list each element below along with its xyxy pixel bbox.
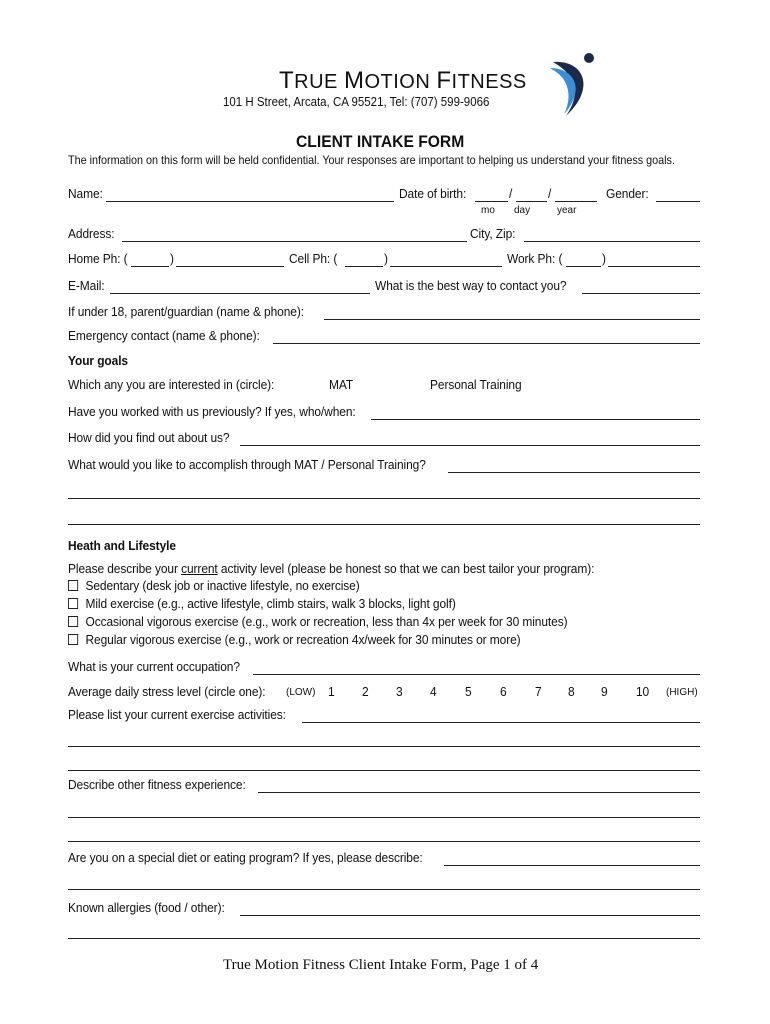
name-label: Name: xyxy=(68,186,103,201)
work-phone-label: Work Ph: ( xyxy=(507,251,563,266)
paren-close: ) xyxy=(602,251,606,266)
accomplish-field[interactable] xyxy=(448,472,700,473)
diet-field[interactable] xyxy=(444,865,700,866)
find-us-field[interactable] xyxy=(240,445,700,446)
stress-value-1[interactable]: 1 xyxy=(328,684,335,699)
email-field[interactable] xyxy=(110,293,370,294)
cell-phone-field[interactable] xyxy=(390,266,502,267)
checkbox[interactable] xyxy=(68,580,78,591)
dob-hint-mo: mo xyxy=(481,205,495,216)
exercise-field[interactable] xyxy=(302,722,700,723)
exercise-field-line-3[interactable] xyxy=(68,770,700,771)
stress-value-2[interactable]: 2 xyxy=(362,684,369,699)
checkbox[interactable] xyxy=(68,598,78,609)
cell-phone-label: Cell Ph: ( xyxy=(289,251,338,266)
address-field[interactable] xyxy=(122,241,467,242)
brand-name: TRUE MOTION FITNESS xyxy=(279,67,527,94)
address-label: Address: xyxy=(68,226,115,241)
city-zip-field[interactable] xyxy=(524,241,700,242)
gender-field[interactable] xyxy=(656,201,700,202)
dob-label: Date of birth: xyxy=(399,186,467,201)
occupation-label: What is your current occupation? xyxy=(68,659,240,674)
guardian-label: If under 18, parent/guardian (name & phone): xyxy=(68,304,304,319)
paren-close: ) xyxy=(170,251,174,266)
checkbox[interactable] xyxy=(68,616,78,627)
stress-value-10[interactable]: 10 xyxy=(636,684,650,699)
worked-before-label: Have you worked with us previously? If yes, who/when: xyxy=(68,404,356,419)
stress-value-3[interactable]: 3 xyxy=(396,684,403,699)
stress-value-6[interactable]: 6 xyxy=(500,684,507,699)
fitness-experience-label: Describe other fitness experience: xyxy=(68,777,246,792)
allergies-field-line-2[interactable] xyxy=(68,938,700,939)
logo-icon xyxy=(548,50,600,120)
exercise-field-line-2[interactable] xyxy=(68,746,700,747)
option-personal-training[interactable]: Personal Training xyxy=(430,377,522,392)
contact-method-field[interactable] xyxy=(582,293,700,294)
email-label: E-Mail: xyxy=(68,278,105,293)
city-zip-label: City, Zip: xyxy=(470,226,516,241)
contact-method-label: What is the best way to contact you? xyxy=(375,278,567,293)
work-area-field[interactable] xyxy=(566,266,601,267)
goals-heading: Your goals xyxy=(68,353,129,368)
paren-close: ) xyxy=(384,251,388,266)
guardian-field[interactable] xyxy=(324,319,700,320)
stress-value-5[interactable]: 5 xyxy=(465,684,472,699)
stress-value-4[interactable]: 4 xyxy=(430,684,437,699)
occupation-field[interactable] xyxy=(253,674,700,675)
home-area-field[interactable] xyxy=(131,266,169,267)
diet-label: Are you on a special diet or eating program? If yes, please describe: xyxy=(68,850,423,865)
dob-year-field[interactable] xyxy=(555,201,597,202)
allergies-label: Known allergies (food / other): xyxy=(68,900,225,915)
allergies-field[interactable] xyxy=(240,915,700,916)
name-field[interactable] xyxy=(106,201,394,202)
checkbox[interactable] xyxy=(68,634,78,645)
work-phone-field[interactable] xyxy=(608,266,700,267)
dob-hint-year: year xyxy=(557,205,577,216)
option-mat[interactable]: MAT xyxy=(329,377,354,392)
interest-label: Which any you are interested in (circle): xyxy=(68,377,275,392)
stress-value-9[interactable]: 9 xyxy=(601,684,608,699)
fitness-experience-field-line-2[interactable] xyxy=(68,817,700,818)
activity-level-prompt: Please describe your current activity level (please be honest so that we can best tailor your program): xyxy=(68,561,595,576)
page-footer: True Motion Fitness Client Intake Form, Page 1 of 4 xyxy=(223,957,539,973)
accomplish-label: What would you like to accomplish through MAT / Personal Training? xyxy=(68,457,426,472)
activity-option[interactable]: Regular vigorous exercise (e.g., work or recreation 4x/week for 30 minutes or more) xyxy=(68,632,521,647)
stress-value-8[interactable]: 8 xyxy=(568,684,575,699)
health-heading: Heath and Lifestyle xyxy=(68,538,176,553)
worked-before-field[interactable] xyxy=(371,419,700,420)
confidential-note: The information on this form will be held confidential. Your responses are important to helping us understand your fitness goals. xyxy=(68,153,675,167)
fitness-experience-field[interactable] xyxy=(258,792,700,793)
diet-field-line-2[interactable] xyxy=(68,889,700,890)
emergency-label: Emergency contact (name & phone): xyxy=(68,328,260,343)
stress-high-label: (HIGH) xyxy=(666,687,698,698)
dob-hint-day: day xyxy=(514,205,531,216)
accomplish-field-line-2[interactable] xyxy=(68,498,700,499)
stress-label: Average daily stress level (circle one): xyxy=(68,684,266,699)
accomplish-field-line-3[interactable] xyxy=(68,524,700,525)
dob-separator: / xyxy=(548,186,552,201)
home-phone-label: Home Ph: ( xyxy=(68,251,128,266)
stress-low-label: (LOW) xyxy=(286,687,316,698)
gender-label: Gender: xyxy=(606,186,649,201)
activity-option[interactable]: Mild exercise (e.g., active lifestyle, climb stairs, walk 3 blocks, light golf) xyxy=(68,596,456,611)
emergency-field[interactable] xyxy=(273,343,700,344)
business-address: 101 H Street, Arcata, CA 95521, Tel: (707) 599-9066 xyxy=(223,95,490,109)
cell-area-field[interactable] xyxy=(345,266,383,267)
activity-option[interactable]: Occasional vigorous exercise (e.g., work or recreation, less than 4x per week for 30 minutes) xyxy=(68,614,568,629)
form-title: CLIENT INTAKE FORM xyxy=(296,132,465,151)
fitness-experience-field-line-3[interactable] xyxy=(68,841,700,842)
stress-value-7[interactable]: 7 xyxy=(535,684,542,699)
find-us-label: How did you find out about us? xyxy=(68,430,230,445)
dob-month-field[interactable] xyxy=(475,201,508,202)
dob-separator: / xyxy=(509,186,513,201)
dob-day-field[interactable] xyxy=(516,201,547,202)
activity-option[interactable]: Sedentary (desk job or inactive lifestyle, no exercise) xyxy=(68,578,360,593)
home-phone-field[interactable] xyxy=(176,266,284,267)
exercise-label: Please list your current exercise activities: xyxy=(68,707,286,722)
